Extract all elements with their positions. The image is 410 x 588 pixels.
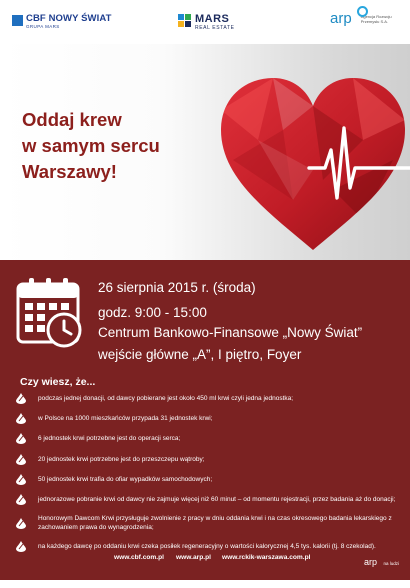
hero-banner xyxy=(0,44,410,260)
fact-text: na każdego dawcę po oddaniu krwi czeka posiłek regeneracyjny o wartości kalorycznej 4,5 tys. kalorii (tj. 8 czekolad). xyxy=(38,543,376,551)
mars-squares-icon xyxy=(178,14,191,27)
fact-text: jednorazowe pobranie krwi od dawcy nie zajmuje więcej niż 60 minut – od momentu rejestracji, przez badania aż do donacji; xyxy=(38,495,396,503)
logo-bar xyxy=(0,0,410,44)
fact-text: w Polsce na 1000 mieszkańców przypada 31 jednostek krwi; xyxy=(38,415,213,423)
blood-drop-icon xyxy=(16,454,26,465)
arp-footer-logo xyxy=(364,552,410,588)
calendar-clock-icon xyxy=(16,278,84,348)
blood-drop-icon xyxy=(16,474,26,485)
list-item xyxy=(16,413,401,424)
list-item xyxy=(16,393,401,404)
mars-logo xyxy=(178,14,235,31)
fact-text: 20 jednostek krwi potrzebne jest do przeszczepu wątroby; xyxy=(38,455,205,463)
arp-logo-description: Agencja Rozwoju Przemysłu S.A. xyxy=(360,13,392,24)
list-item xyxy=(16,474,401,485)
blood-drop-icon xyxy=(16,413,26,424)
arp-ring-icon xyxy=(357,6,368,17)
list-item xyxy=(16,433,401,444)
fact-text: 50 jednostek krwi trafia do ofiar wypadków samochodowych; xyxy=(38,475,213,483)
list-item xyxy=(16,541,401,552)
rckik-website-link[interactable]: www.rckik-warszawa.com.pl xyxy=(222,554,311,561)
list-item xyxy=(16,494,401,505)
event-time: godz. 9:00 - 15:00 xyxy=(98,305,207,320)
list-item xyxy=(16,514,401,532)
hero-title xyxy=(22,107,160,185)
event-place: Centrum Bankowo-Finansowe „Nowy Świat” xyxy=(98,325,363,340)
fact-text: 6 jednostek krwi potrzebne jest do operacji serca; xyxy=(38,435,181,443)
cbf-logo xyxy=(12,14,112,29)
facts-list xyxy=(16,393,401,562)
mars-logo-sub: REAL ESTATE xyxy=(195,25,235,31)
blood-drop-icon xyxy=(16,393,26,404)
footer xyxy=(0,554,410,584)
arp-logo-name: arp xyxy=(330,10,352,27)
arp-logo xyxy=(330,10,395,27)
cbf-logo-sub: GRUPA MARS xyxy=(26,23,60,29)
blood-drop-icon xyxy=(16,494,26,505)
fact-text: Honorowym Dawcom Krwi przysługuje zwolnienie z pracy w dniu oddania krwi i na czas okresowego badania lekarskiego z zachowaniem prawa do wynagrodzenia; xyxy=(38,515,392,532)
facts-intro: Czy wiesz, że... xyxy=(20,376,96,388)
hero-title-line: Warszawy! xyxy=(22,161,117,182)
mars-logo-name: MARS xyxy=(195,13,230,25)
event-date: 26 sierpnia 2015 r. (środa) xyxy=(98,280,256,295)
arp-footer-note: na ludzi mamy xyxy=(364,561,399,584)
cbf-square-icon xyxy=(12,15,23,26)
heart-with-pulse-line-icon xyxy=(213,70,410,260)
blood-drop-icon xyxy=(16,433,26,444)
cbf-website-link[interactable]: www.cbf.com.pl xyxy=(114,554,164,561)
event-entrance: wejście główne „A”, I piętro, Foyer xyxy=(98,347,302,362)
cbf-logo-name: CBF NOWY ŚWIAT xyxy=(26,13,112,24)
blood-drop-icon xyxy=(16,518,26,529)
arp-website-link[interactable]: www.arp.pl xyxy=(176,554,211,561)
blood-drop-icon xyxy=(16,541,26,552)
list-item xyxy=(16,454,401,465)
fact-text: podczas jednej donacji, od dawcy pobierane jest około 450 ml krwi czyli jedna jednostka; xyxy=(38,395,294,402)
arp-footer-name: arp xyxy=(364,557,378,567)
hero-title-line: Oddaj krew xyxy=(22,109,122,130)
hero-title-line: w samym sercu xyxy=(22,135,160,156)
